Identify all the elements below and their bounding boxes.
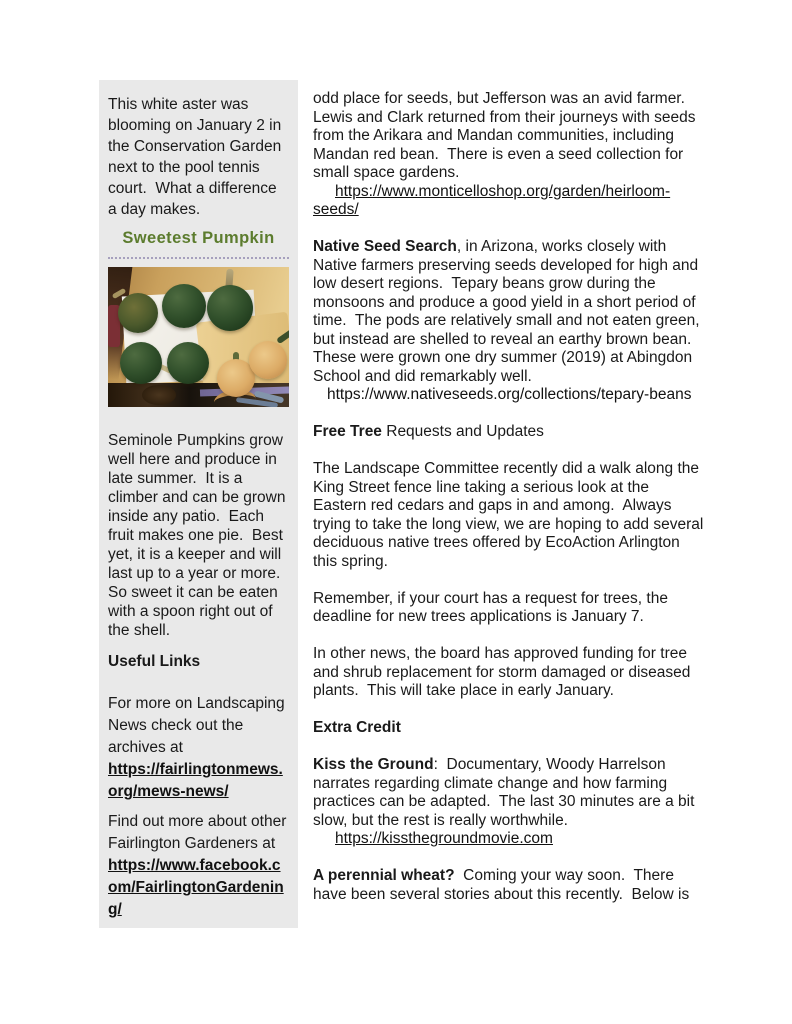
perennial-wheat-bold: A perennial wheat? — [313, 867, 455, 884]
sweetest-pumpkin-heading: Sweetest Pumpkin — [122, 229, 275, 247]
extra-credit-heading — [313, 719, 705, 738]
native-seed-search-bold: Native Seed Search — [313, 238, 457, 255]
useful-links-heading: Useful Links — [108, 653, 201, 670]
native-seed-search-paragraph — [313, 238, 705, 405]
jefferson-seeds-paragraph — [313, 90, 705, 220]
kiss-the-ground-paragraph — [313, 756, 705, 849]
nativeseeds-link[interactable]: https://www.nativeseeds.org/collections/tepary-beans — [327, 386, 692, 403]
monticelloshop-link[interactable]: https://www.monticelloshop.org/garden/heirloom-seeds/ — [313, 182, 671, 218]
perennial-wheat-paragraph — [313, 867, 705, 904]
extra-credit-bold: Extra Credit — [313, 719, 401, 736]
board-funding-paragraph: In other news, the board has approved funding for tree and shrub replacement for storm damaged or diseased plants. This will take place in early January. — [313, 645, 695, 699]
landscape-committee-paragraph: The Landscape Committee recently did a walk along the King Street fence line taking a serious look at the Eastern red cedars and gaps in and among. Always trying to take the long view, we are hoping to add several deciduous native trees offered by EcoAction Arlington this spring. — [313, 460, 708, 570]
kisstheground-link[interactable]: https://kissthegroundmovie.com — [335, 830, 553, 847]
free-tree-rest: Requests and Updates — [381, 423, 544, 440]
aster-paragraph: This white aster was blooming on January 2 in the Conservation Garden next to the pool tennis court. What a difference a day makes. — [108, 96, 286, 218]
gardeners-paragraph — [108, 811, 289, 921]
pinecone-object — [142, 385, 176, 405]
kiss-the-ground-text: : Documentary, Woody Harrelson narrates regarding climate change and how farming practices can be adapted. The last 30 minutes are a bit slow, but the rest is really worthwhile. — [313, 756, 699, 829]
dotted-divider — [108, 257, 289, 259]
orange-pumpkin-2 — [249, 341, 287, 379]
facebook-gardening-link[interactable]: https://www.facebook.com/FairlingtonGardening/ — [108, 857, 284, 918]
mews-news-link[interactable]: https://fairlingtonmews.org/mews-news/ — [108, 761, 283, 800]
pumpkin-photo — [108, 267, 289, 407]
tree-deadline-paragraph: Remember, if your court has a request for trees, the deadline for new trees applications is January 7. — [313, 589, 673, 625]
green-pumpkin-4 — [120, 342, 162, 384]
jefferson-seeds-text: odd place for seeds, but Jefferson was an avid farmer. Lewis and Clark returned from their journeys with seeds from the Arikara and Mandan communities, including Mandan red bean. There is even a seed collection for small space gardens. — [313, 90, 700, 181]
landscaping-news-paragraph — [108, 693, 289, 803]
free-tree-bold: Free Tree — [313, 423, 382, 440]
gardeners-text: Find out more about other Fairlington Gardeners at — [108, 813, 291, 852]
native-seed-search-text: , in Arizona, works closely with Native farmers preserving seeds developed for high and low desert regions. Tepary beans grow during the monsoons and produce a good yield in a short period of time. The pods are relatively small and not eaten green, but instead are shelled to reveal an earthy brown bean. These were grown one dry summer (2019) at Abingdon School and did remarkably well. — [313, 238, 704, 385]
green-pumpkin-1 — [118, 293, 158, 333]
green-pumpkin-2 — [162, 284, 206, 328]
perennial-wheat-text: Coming your way soon. There have been several stories about this recently. Below is — [313, 867, 690, 903]
main-column — [313, 90, 708, 923]
landscaping-news-text: For more on Landscaping News check out the archives at — [108, 695, 289, 756]
green-pumpkin-3 — [207, 285, 253, 331]
green-pumpkin-5 — [167, 342, 209, 384]
seminole-paragraph: Seminole Pumpkins grow well here and produce in late summer. It is a climber and can be grown inside any patio. Each fruit makes one pie. Best yet, it is a keeper and will last up to a year or more. So sweet it can be eaten with a spoon right out of the shell. — [108, 432, 290, 639]
kiss-the-ground-bold: Kiss the Ground — [313, 756, 434, 773]
sidebar — [99, 80, 298, 928]
free-tree-heading — [313, 423, 705, 442]
